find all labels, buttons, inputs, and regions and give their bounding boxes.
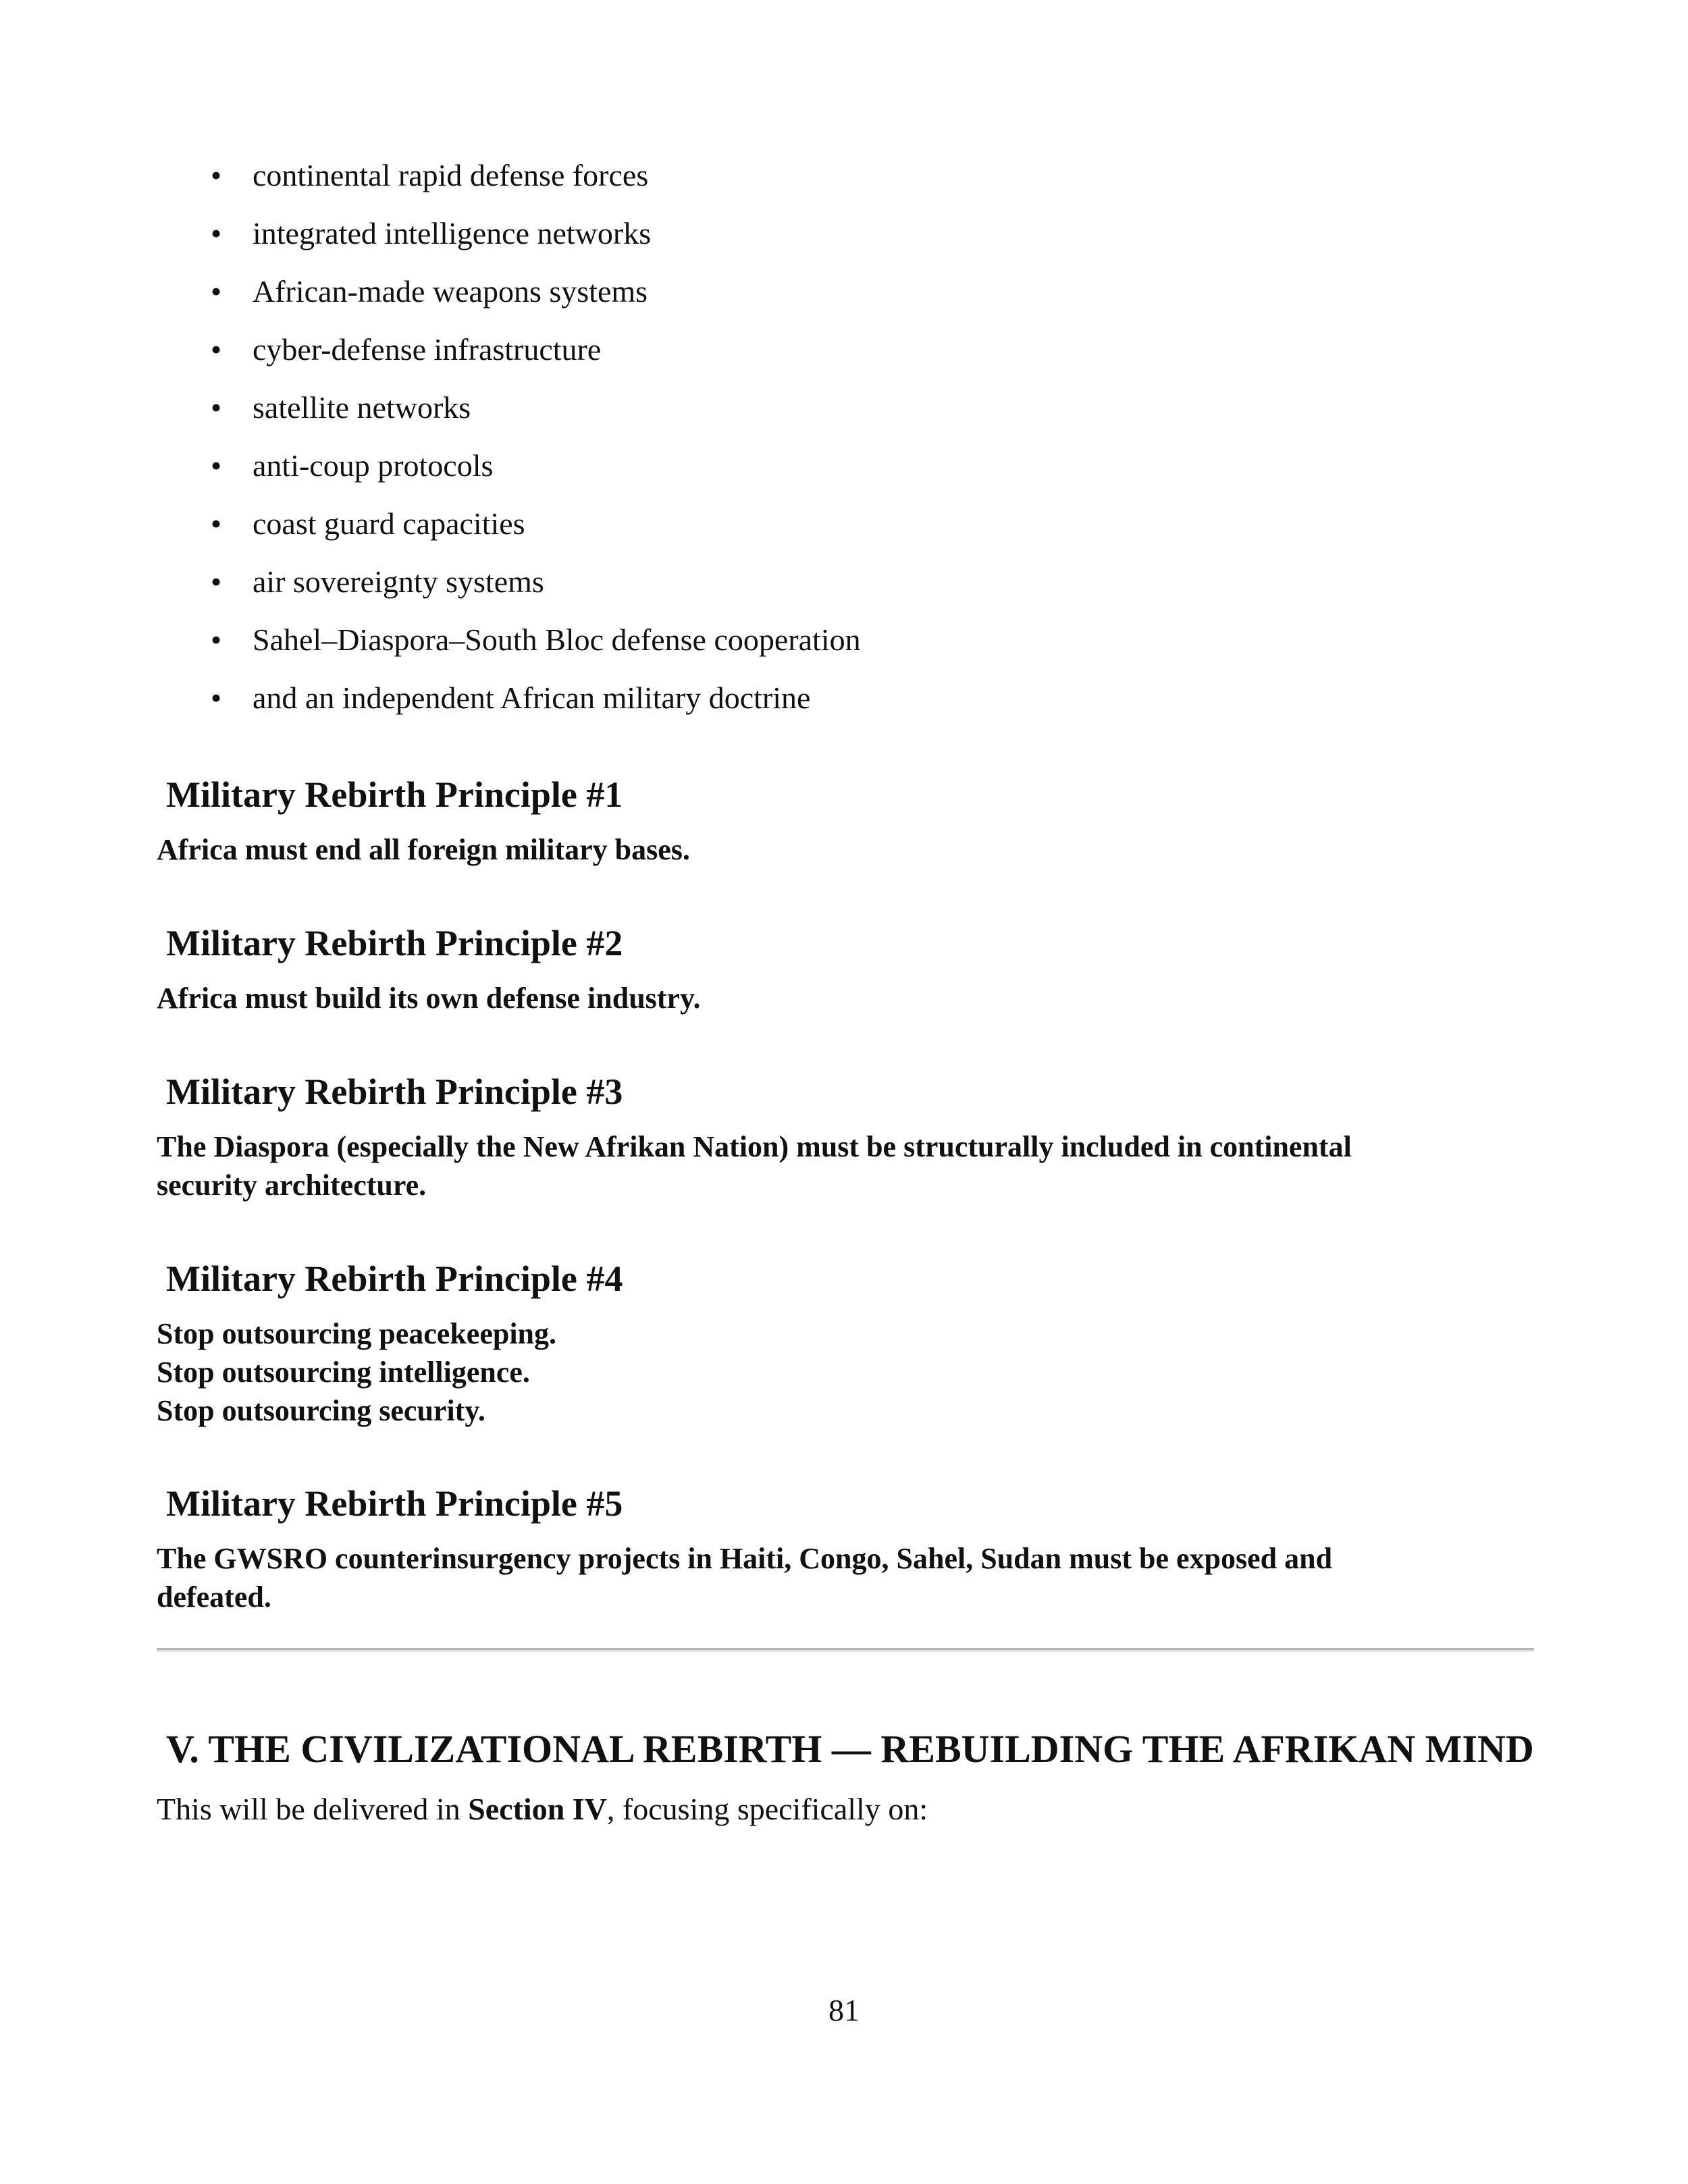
list-item-text: and an independent African military doctrine — [253, 681, 811, 715]
list-item — [211, 210, 861, 268]
page-number: 81 — [828, 1993, 860, 2027]
principle-line: Africa must end all foreign military bases. — [157, 833, 690, 866]
principle-2-text — [157, 979, 1541, 1017]
bullet-icon: • — [211, 158, 222, 192]
principle-line: Stop outsourcing peacekeeping. — [157, 1317, 557, 1350]
bullet-icon: • — [211, 448, 222, 483]
defense-bullet-list — [211, 152, 861, 733]
principle-3-heading: Military Rebirth Principle #3 — [166, 1071, 623, 1112]
section-intro-text: This will be delivered in — [157, 1792, 469, 1826]
list-item-text: African-made weapons systems — [253, 274, 648, 309]
bullet-icon: • — [211, 564, 222, 599]
section-heading: V. THE CIVILIZATIONAL REBIRTH — REBUILDING THE AFRIKAN MIND — [166, 1727, 1534, 1771]
principle-5-heading: Military Rebirth Principle #5 — [166, 1483, 623, 1524]
principle-line: Stop outsourcing security. — [157, 1394, 485, 1427]
principle-4-heading: Military Rebirth Principle #4 — [166, 1258, 623, 1299]
bullet-icon: • — [211, 681, 222, 715]
principle-5-text — [157, 1539, 1541, 1616]
list-item — [211, 268, 861, 326]
list-item — [211, 384, 861, 442]
list-item-text: integrated intelligence networks — [253, 216, 652, 250]
principle-line: The GWSRO counterinsurgency projects in Haiti, Congo, Sahel, Sudan must be exposed and — [157, 1542, 1333, 1575]
list-item-text: satellite networks — [253, 390, 471, 425]
list-item-text: anti-coup protocols — [253, 448, 494, 483]
principle-4-text — [157, 1314, 1541, 1430]
principle-line: defeated. — [157, 1580, 271, 1614]
principle-line: The Diaspora (especially the New Afrikan Nation) must be structurally included in continental — [157, 1130, 1352, 1163]
bullet-icon: • — [211, 506, 222, 541]
list-item-text: cyber-defense infrastructure — [253, 332, 602, 367]
bullet-icon: • — [211, 216, 222, 250]
principle-2-heading: Military Rebirth Principle #2 — [166, 923, 623, 963]
principle-line: security architecture. — [157, 1169, 427, 1202]
principle-1-text — [157, 830, 1541, 869]
bullet-icon: • — [211, 622, 222, 657]
section-intro-text-end: , focusing specifically on: — [606, 1792, 928, 1826]
principle-3-text — [157, 1127, 1541, 1204]
bullet-icon: • — [211, 274, 222, 309]
list-item — [211, 442, 861, 500]
section-intro — [157, 1789, 928, 1830]
principle-1-heading: Military Rebirth Principle #1 — [166, 774, 623, 815]
list-item — [211, 616, 861, 674]
principle-line: Stop outsourcing intelligence. — [157, 1356, 530, 1389]
list-item — [211, 558, 861, 616]
bullet-icon: • — [211, 332, 222, 367]
list-item-text: Sahel–Diaspora–South Bloc defense cooperation — [253, 622, 861, 657]
list-item — [211, 500, 861, 558]
list-item — [211, 674, 861, 733]
section-reference: Section IV — [468, 1792, 607, 1826]
list-item-text: air sovereignty systems — [253, 564, 544, 599]
list-item-text: coast guard capacities — [253, 506, 525, 541]
bullet-icon: • — [211, 390, 222, 425]
principle-line: Africa must build its own defense industry. — [157, 982, 701, 1015]
list-item — [211, 326, 861, 384]
horizontal-rule — [157, 1648, 1534, 1652]
list-item — [211, 152, 861, 210]
list-item-text: continental rapid defense forces — [253, 158, 649, 192]
